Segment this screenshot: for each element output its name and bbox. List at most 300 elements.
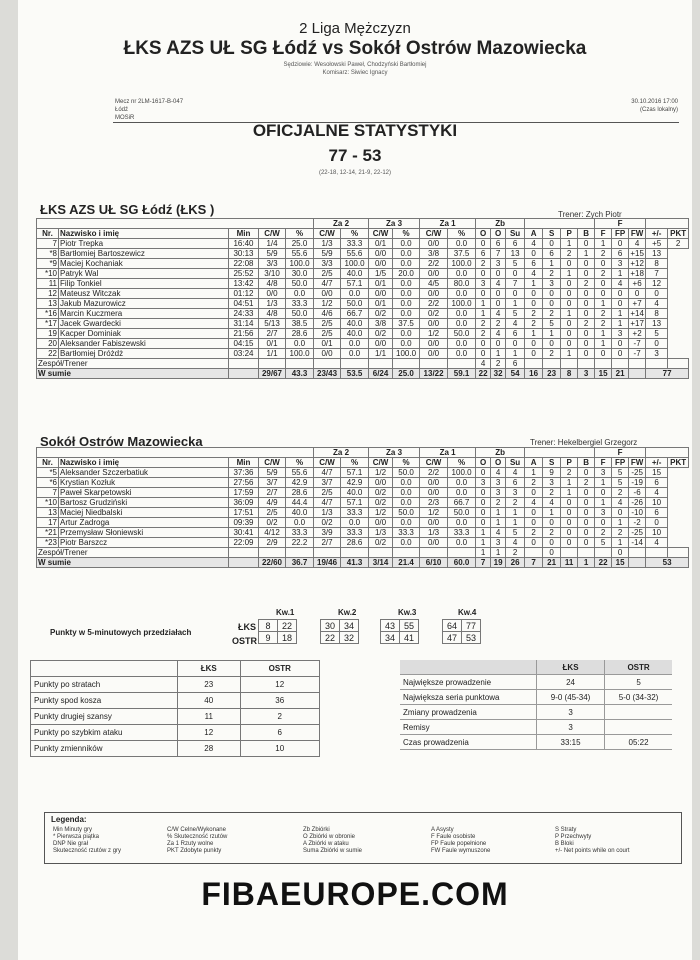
table-cell: Zb (476, 219, 525, 229)
table-cell: 66.7 (448, 498, 476, 508)
team-row (37, 359, 689, 369)
table-cell: 0 (578, 518, 595, 528)
table-cell: 1/4 (259, 239, 286, 249)
table-cell: 33:15 (537, 735, 605, 750)
table-cell: 1 (612, 309, 629, 319)
table-cell: 17:51 (229, 508, 259, 518)
table-cell: 2/2 (420, 299, 448, 309)
table-cell: 5/9 (259, 249, 286, 259)
table-cell: W sumie (37, 558, 229, 568)
table-cell: 43.3 (286, 369, 314, 379)
table-cell: 3/8 (420, 249, 448, 259)
table-cell: 2 (543, 269, 561, 279)
table-cell: Zespół/Trener (37, 359, 229, 369)
table-cell: 2 (476, 259, 491, 269)
table-cell: FP (612, 458, 629, 468)
table-cell: 0 (525, 488, 543, 498)
table-cell: B (578, 229, 595, 239)
table-cell: 20 (37, 339, 59, 349)
final-score: 77 - 53 (328, 146, 382, 165)
table-cell: 13 (37, 299, 59, 309)
table-row (37, 319, 689, 329)
table-cell: 9 (543, 468, 561, 478)
table-cell: 33.3 (341, 528, 369, 538)
table-row (37, 538, 689, 548)
table-row (37, 518, 689, 528)
table-cell: 12 (240, 677, 319, 693)
table-cell: 4 (506, 468, 525, 478)
table-cell: +2 (629, 329, 646, 339)
table-cell: 2 (525, 528, 543, 538)
legend-col-1 (53, 827, 121, 855)
table-cell: 3 (595, 468, 612, 478)
table-cell: 50.0 (393, 508, 420, 518)
table-cell: 0 (506, 289, 525, 299)
table-cell: 23 (178, 677, 241, 693)
table-cell (543, 359, 561, 369)
period-cell: 30 (321, 620, 340, 632)
table-cell: 55.6 (286, 249, 314, 259)
stat-sheet (18, 0, 692, 960)
table-cell: 6 (506, 239, 525, 249)
table-cell: 0 (525, 349, 543, 359)
table-cell: 0 (561, 299, 578, 309)
table-cell: 0/1 (259, 339, 286, 349)
table-cell: 0 (578, 508, 595, 518)
table-cell: 25.0 (393, 369, 420, 379)
table-cell: 6/24 (369, 369, 393, 379)
table-cell: 4/8 (259, 279, 286, 289)
table-cell: -14 (629, 538, 646, 548)
table-cell: *8 (37, 249, 59, 259)
legend-item: FP Faule popełnione (431, 841, 487, 847)
period-cell: 43 (381, 620, 400, 632)
table-cell: FP (612, 229, 629, 239)
table-cell: 32 (491, 369, 506, 379)
table-cell: Nr. (37, 229, 59, 239)
table-cell: 0 (578, 239, 595, 249)
table-cell: Remisy (400, 720, 537, 735)
table-cell (229, 369, 259, 379)
table-cell: 2 (525, 309, 543, 319)
table-cell: 0 (525, 518, 543, 528)
table-cell: 0 (578, 329, 595, 339)
table-cell: 6 (491, 239, 506, 249)
table-cell: S (543, 458, 561, 468)
table-cell (646, 448, 689, 458)
table-cell: 4/7 (314, 279, 341, 289)
table-cell: Krystian Kozłuk (59, 478, 229, 488)
table-cell: 1/2 (314, 299, 341, 309)
table-cell: Maciej Kochaniak (59, 259, 229, 269)
table-cell (612, 359, 629, 369)
table-cell: 7 (646, 269, 668, 279)
table-cell: O (491, 458, 506, 468)
table-row (400, 735, 672, 750)
table-cell: 0 (578, 299, 595, 309)
table-cell: 33.3 (341, 239, 369, 249)
table-cell: 2 (561, 468, 578, 478)
table-cell: 33.3 (286, 528, 314, 538)
period-cell: 18 (278, 632, 297, 644)
table-cell: 2 (668, 239, 689, 249)
table-cell: O (476, 458, 491, 468)
table-cell: 2/9 (259, 538, 286, 548)
table-cell: 1/3 (369, 528, 393, 538)
table-cell: 4 (491, 309, 506, 319)
table-cell: 2 (543, 488, 561, 498)
table-cell (229, 558, 259, 568)
table-cell: Punkty spod kosza (31, 693, 178, 709)
table-cell: +14 (630, 309, 644, 318)
header-row (31, 661, 320, 677)
table-cell: 0.0 (341, 518, 369, 528)
table-cell: 0 (646, 289, 668, 299)
table-row (31, 741, 320, 757)
table-cell: 23 (543, 369, 561, 379)
table-cell: 0/0 (369, 289, 393, 299)
table-cell: 4/9 (259, 498, 286, 508)
league-name: 2 Liga Mężczyzn (299, 20, 411, 37)
points-comparison-table (30, 660, 320, 757)
table-cell: *9 (37, 259, 59, 269)
legend-col-3 (303, 827, 362, 855)
table-row (37, 349, 689, 359)
table-cell: 40.0 (286, 508, 314, 518)
table-cell: Czas prowadzenia (400, 735, 537, 750)
table-cell: PKT (668, 458, 689, 468)
table-cell: 4 (476, 359, 491, 369)
table-cell: 4/7 (314, 498, 341, 508)
table-cell: 0 (525, 249, 543, 259)
table-cell: 4 (491, 468, 506, 478)
table-cell: 3/10 (259, 269, 286, 279)
table-cell: 30:41 (229, 528, 259, 538)
legend-item: Skuteczność rzutów z gry (53, 848, 122, 854)
table-cell: 0/2 (369, 488, 393, 498)
table-cell: 40.0 (341, 488, 369, 498)
periods-table-q3 (380, 619, 419, 644)
header-row (37, 458, 689, 468)
table-cell: 100.0 (286, 349, 314, 359)
table-cell: 1 (578, 249, 595, 259)
table-cell: 25.0 (286, 239, 314, 249)
table-cell: 1 (491, 508, 506, 518)
table-cell: C/W (369, 458, 393, 468)
table-cell: 4 (612, 498, 629, 508)
table-cell: 0 (491, 289, 506, 299)
table-cell: 0/0 (369, 249, 393, 259)
table-cell: 1 (506, 299, 525, 309)
table-cell: Paweł Skarpetowski (59, 488, 229, 498)
table-cell: 2/7 (259, 488, 286, 498)
header-row (37, 448, 689, 458)
table-cell: 5/9 (259, 468, 286, 478)
table-cell: 04:51 (229, 299, 259, 309)
table-cell: 4 (543, 498, 561, 508)
table-cell: 0/0 (420, 289, 448, 299)
table-cell: % (286, 229, 314, 239)
table-cell: 0 (476, 468, 491, 478)
table-cell: 5-0 (34-32) (605, 690, 672, 705)
table-cell: 0.0 (448, 488, 476, 498)
table-cell: 1 (595, 339, 612, 349)
table-cell: 1/3 (314, 508, 341, 518)
table-cell: 11 (178, 709, 241, 725)
table-row (37, 239, 689, 249)
table-cell: 77 (646, 369, 689, 379)
table-cell: 6 (543, 249, 561, 259)
table-cell: 0.0 (393, 299, 420, 309)
table-cell: 2 (476, 319, 491, 329)
table-cell: 0.0 (393, 339, 420, 349)
table-cell (400, 660, 537, 675)
table-cell: 15 (595, 369, 612, 379)
table-cell: 0 (491, 299, 506, 309)
table-cell: Punkty zmienników (31, 741, 178, 757)
table-cell: 1 (476, 538, 491, 548)
table-cell: 0 (525, 299, 543, 309)
table-cell: 100.0 (448, 468, 476, 478)
table-cell: 05:22 (605, 735, 672, 750)
table-cell (595, 359, 612, 369)
period-cell: 77 (462, 620, 481, 632)
table-cell: Nazwisko i imię (59, 458, 229, 468)
periods-table-q2 (320, 619, 359, 644)
table-cell: Punkty po stratach (31, 677, 178, 693)
table-cell (393, 548, 420, 558)
table-cell: 33.3 (341, 508, 369, 518)
table-cell (578, 359, 595, 369)
table-cell: 30:13 (229, 249, 259, 259)
table-cell: 0 (491, 269, 506, 279)
table-cell: Punkty po szybkim ataku (31, 725, 178, 741)
table-cell: 55.6 (341, 249, 369, 259)
legend-col-4 (431, 827, 490, 855)
table-cell: 0 (506, 339, 525, 349)
table-cell: +/- (646, 229, 668, 239)
table-cell: 9-0 (45-34) (537, 690, 605, 705)
table-cell (525, 548, 543, 558)
table-cell: A (525, 458, 543, 468)
table-cell (341, 359, 369, 369)
table-cell: F (595, 219, 646, 229)
table-cell: -19 (629, 478, 646, 488)
table-cell: +6 (629, 279, 646, 289)
table-cell: 0.0 (286, 339, 314, 349)
table-cell: 3/14 (369, 558, 393, 568)
table-cell: 2 (240, 709, 319, 725)
table-cell: 3 (612, 259, 629, 269)
table-cell: 1 (561, 349, 578, 359)
table-cell (525, 359, 543, 369)
legend-item: +/- Net points while on court (555, 848, 630, 854)
table-cell: 0/2 (369, 498, 393, 508)
table-cell: +5 (646, 239, 668, 249)
table-cell (286, 548, 314, 558)
table-row (37, 468, 689, 478)
table-cell: 0 (543, 339, 561, 349)
table-cell: 0 (612, 508, 629, 518)
table-cell: 2 (578, 279, 595, 289)
table-cell: 2 (525, 319, 543, 329)
table-cell: Aleksander Szczerbatiuk (59, 468, 229, 478)
table-cell: 0.0 (448, 518, 476, 528)
table-cell: C/W (420, 458, 448, 468)
table-cell: 0/0 (369, 478, 393, 488)
table-cell: +18 (630, 269, 644, 278)
table-cell: *16 (37, 309, 59, 319)
table-cell: 2 (578, 478, 595, 488)
table-cell: 1 (506, 349, 525, 359)
table-cell: 6 (646, 478, 668, 488)
table-cell (525, 448, 595, 458)
table-cell: 0 (561, 289, 578, 299)
table-cell: 100.0 (286, 259, 314, 269)
table-cell: 20.0 (393, 269, 420, 279)
table-cell: 3 (543, 478, 561, 488)
table-cell: 0.0 (341, 349, 369, 359)
table-cell: 5/13 (259, 319, 286, 329)
table-cell (259, 548, 286, 558)
table-cell (629, 558, 646, 568)
table-cell: 3/7 (259, 478, 286, 488)
quarter-4-label: Kw.4 (458, 608, 477, 617)
table-cell: 30.0 (286, 269, 314, 279)
table-cell: F (595, 448, 646, 458)
table-cell: C/W (314, 458, 341, 468)
table-cell: 3/8 (369, 319, 393, 329)
table-cell: 6 (506, 329, 525, 339)
table-cell: 37.5 (393, 319, 420, 329)
table-cell: 3/9 (314, 528, 341, 538)
table-cell: 0.0 (393, 309, 420, 319)
table-cell: -25 (629, 528, 646, 538)
table-cell: Zb (476, 448, 525, 458)
table-cell: 0/0 (259, 289, 286, 299)
table-cell: 5 (605, 675, 672, 690)
table-cell: 3 (491, 259, 506, 269)
table-cell (314, 548, 341, 558)
table-cell: 50.0 (286, 279, 314, 289)
table-cell: 5 (543, 319, 561, 329)
table-cell: 13:42 (229, 279, 259, 289)
table-cell: 100.0 (341, 259, 369, 269)
table-cell: 4/7 (314, 468, 341, 478)
legend-item: A Asysty (431, 827, 454, 833)
legend-item: A Zbiórki w ataku (303, 841, 349, 847)
periods-team2: OSTR (232, 636, 258, 646)
table-cell (605, 720, 672, 735)
table-cell: +15 (630, 249, 644, 258)
table-cell (286, 359, 314, 369)
table-cell: 6 (476, 249, 491, 259)
table-cell: 24 (537, 675, 605, 690)
table-cell: 0 (646, 339, 668, 349)
table-row (31, 677, 320, 693)
table-cell: 5 (506, 309, 525, 319)
table-cell: 0 (543, 538, 561, 548)
table-cell: +12 (630, 259, 644, 268)
table-cell: FW (629, 229, 646, 239)
table-row (37, 498, 689, 508)
table-cell: 0/2 (314, 518, 341, 528)
table-cell: 0 (543, 299, 561, 309)
table-row (400, 690, 672, 705)
table-cell: 1 (491, 349, 506, 359)
table-cell: Mateusz Witczak (59, 289, 229, 299)
table-cell (393, 359, 420, 369)
table-cell: 7 (525, 558, 543, 568)
table-cell: 4 (646, 299, 668, 309)
table-cell: % (448, 229, 476, 239)
table-cell: Zmiany prowadzenia (400, 705, 537, 720)
table-cell: 0 (595, 259, 612, 269)
table-row (400, 705, 672, 720)
table-cell: Za 1 (420, 448, 476, 458)
table-cell: 11 (561, 558, 578, 568)
table-cell: 50.0 (286, 309, 314, 319)
table-cell: 0.0 (448, 538, 476, 548)
team2-boxscore (36, 447, 689, 568)
table-cell: 1 (476, 548, 491, 558)
table-cell: P (561, 229, 578, 239)
game-meta (115, 98, 183, 122)
table-cell (314, 359, 341, 369)
table-cell: 0.0 (286, 518, 314, 528)
table-cell: 8 (646, 309, 668, 319)
table-cell: 36 (240, 693, 319, 709)
table-cell: 0 (543, 518, 561, 528)
table-cell: +17 (630, 319, 644, 328)
table-cell: 0 (595, 518, 612, 528)
table-cell: 0 (476, 349, 491, 359)
table-cell: 100.0 (448, 259, 476, 269)
table-cell: 0.0 (341, 339, 369, 349)
table-cell: 1 (506, 518, 525, 528)
table-cell: *17 (37, 319, 59, 329)
table-cell: 0/0 (420, 538, 448, 548)
table-cell: 21:56 (229, 329, 259, 339)
period-cell: 22 (321, 632, 340, 644)
table-cell: Bartłomiej Bartoszewicz (59, 249, 229, 259)
table-cell: 0.0 (393, 249, 420, 259)
table-cell (668, 359, 689, 369)
table-cell: 0 (578, 468, 595, 478)
table-cell: OSTR (240, 661, 319, 677)
table-cell: 37.5 (448, 249, 476, 259)
table-cell: 0/0 (369, 259, 393, 269)
table-cell: 0/0 (369, 339, 393, 349)
table-cell: 10 (240, 741, 319, 757)
table-cell (37, 219, 314, 229)
table-cell: Nr. (37, 458, 59, 468)
table-row (37, 299, 689, 309)
legend-item: C/W Celne/Wykonane (167, 827, 226, 833)
table-cell: 4 (506, 538, 525, 548)
table-row (37, 329, 689, 339)
table-cell: Filip Tonkiel (59, 279, 229, 289)
table-cell: 0.0 (393, 259, 420, 269)
table-cell: % (448, 458, 476, 468)
table-cell (646, 548, 668, 558)
table-cell (525, 219, 595, 229)
table-cell: 1/2 (369, 508, 393, 518)
table-cell: 0 (525, 339, 543, 349)
table-cell: 4 (525, 239, 543, 249)
period-cell: 53 (462, 632, 481, 644)
table-cell: 22.2 (286, 538, 314, 548)
